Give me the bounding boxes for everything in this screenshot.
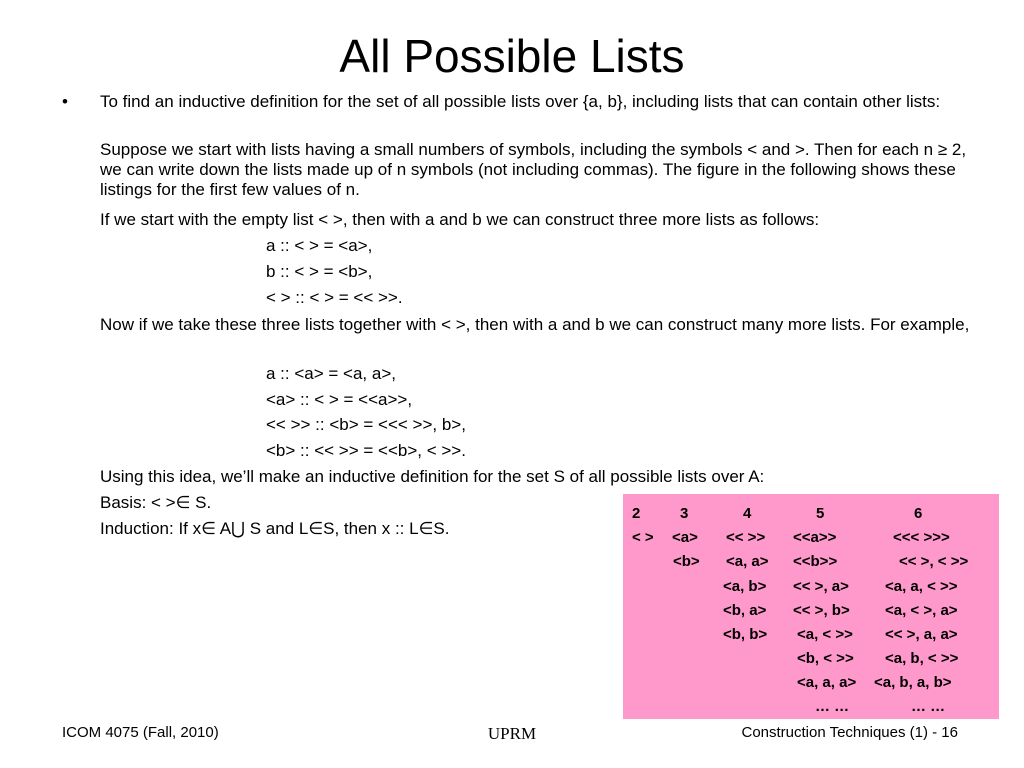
empty-list-paragraph: If we start with the empty list < >, then with a and b we can construct three more lists as follows: [100, 210, 820, 229]
table-cell: <<< >>> [893, 529, 950, 546]
table-cell: << >, a> [793, 578, 849, 595]
table-cell: <a, b> [723, 578, 767, 595]
table-header-cell: 6 [914, 505, 923, 522]
table-header-cell: 5 [816, 505, 825, 522]
table-cell: <b, a> [723, 602, 767, 619]
basis-line: Basis: < >∈ S. [100, 493, 212, 512]
table-header-cell: 4 [743, 505, 752, 522]
formula-line: a :: < > = <a>, [266, 236, 373, 255]
table-cell: <a, a, < >> [885, 578, 958, 595]
table-cell: <<b>> [793, 553, 838, 570]
table-cell: <a> [672, 529, 698, 546]
table-cell: <b, b> [723, 626, 768, 643]
footer-institution: UPRM [487, 724, 537, 743]
footer-page-number: Construction Techniques (1) - 16 [741, 724, 958, 741]
idea-paragraph: Using this idea, we’ll make an inductive definition for the set S of all possible lists over A: [100, 467, 765, 486]
table-cell: <a, a, a> [797, 674, 857, 691]
table-header-cell: 3 [680, 505, 689, 522]
table-cell: << >, b> [793, 602, 850, 619]
slide-title: All Possible Lists [339, 30, 685, 82]
table-cell: < > [632, 529, 654, 546]
table-cell: <b> [673, 553, 700, 570]
intro-paragraph: To find an inductive definition for the set of all possible lists over {a, b}, including lists that can contain other lists: [100, 92, 941, 111]
footer-course: ICOM 4075 (Fall, 2010) [62, 724, 219, 741]
induction-line: Induction: If x∈ A⋃ S and L∈S, then x :: L∈S. [100, 519, 450, 538]
table-cell: << >, a, a> [885, 626, 958, 643]
formula-line: b :: < > = <b>, [266, 262, 373, 281]
table-cell: <a, b, < >> [885, 650, 959, 667]
bullet-marker: • [62, 92, 68, 111]
table-cell: <a, a> [726, 553, 769, 570]
combine-paragraph: Now if we take these three lists together with < >, then with a and b we can construct many more lists. For example, [100, 315, 970, 334]
table-cell: << >, < >> [899, 553, 969, 570]
table-cell: <a, < >> [797, 626, 853, 643]
lists-table [623, 494, 999, 719]
suppose-paragraph: Suppose we start with lists having a small numbers of symbols, including the symbols < and >. Then for each n ≥ 2, we can write down the lists made up of n symbols (not including commas). The figure in the following shows these listings for the first few values of n. [100, 140, 967, 199]
formula-line: << >> :: <b> = <<< >>, b>, [266, 415, 466, 434]
table-cell: <a, b, a, b> [874, 674, 952, 691]
formula-line: <b> :: << >> = <<b>, < >>. [266, 441, 466, 460]
table-header-cell: 2 [632, 505, 641, 522]
formula-line: <a> :: < > = <<a>>, [266, 390, 413, 409]
table-cell: <a, < >, a> [885, 602, 958, 619]
table-cell: <<a>> [793, 529, 837, 546]
formula-line: < > :: < > = << >>. [266, 288, 403, 307]
table-cell: <b, < >> [797, 650, 854, 667]
table-cell: << >> [726, 529, 766, 546]
formula-line: a :: <a> = <a, a>, [266, 364, 396, 383]
table-cell: … … [911, 698, 946, 715]
table-cell: … … [815, 698, 850, 715]
